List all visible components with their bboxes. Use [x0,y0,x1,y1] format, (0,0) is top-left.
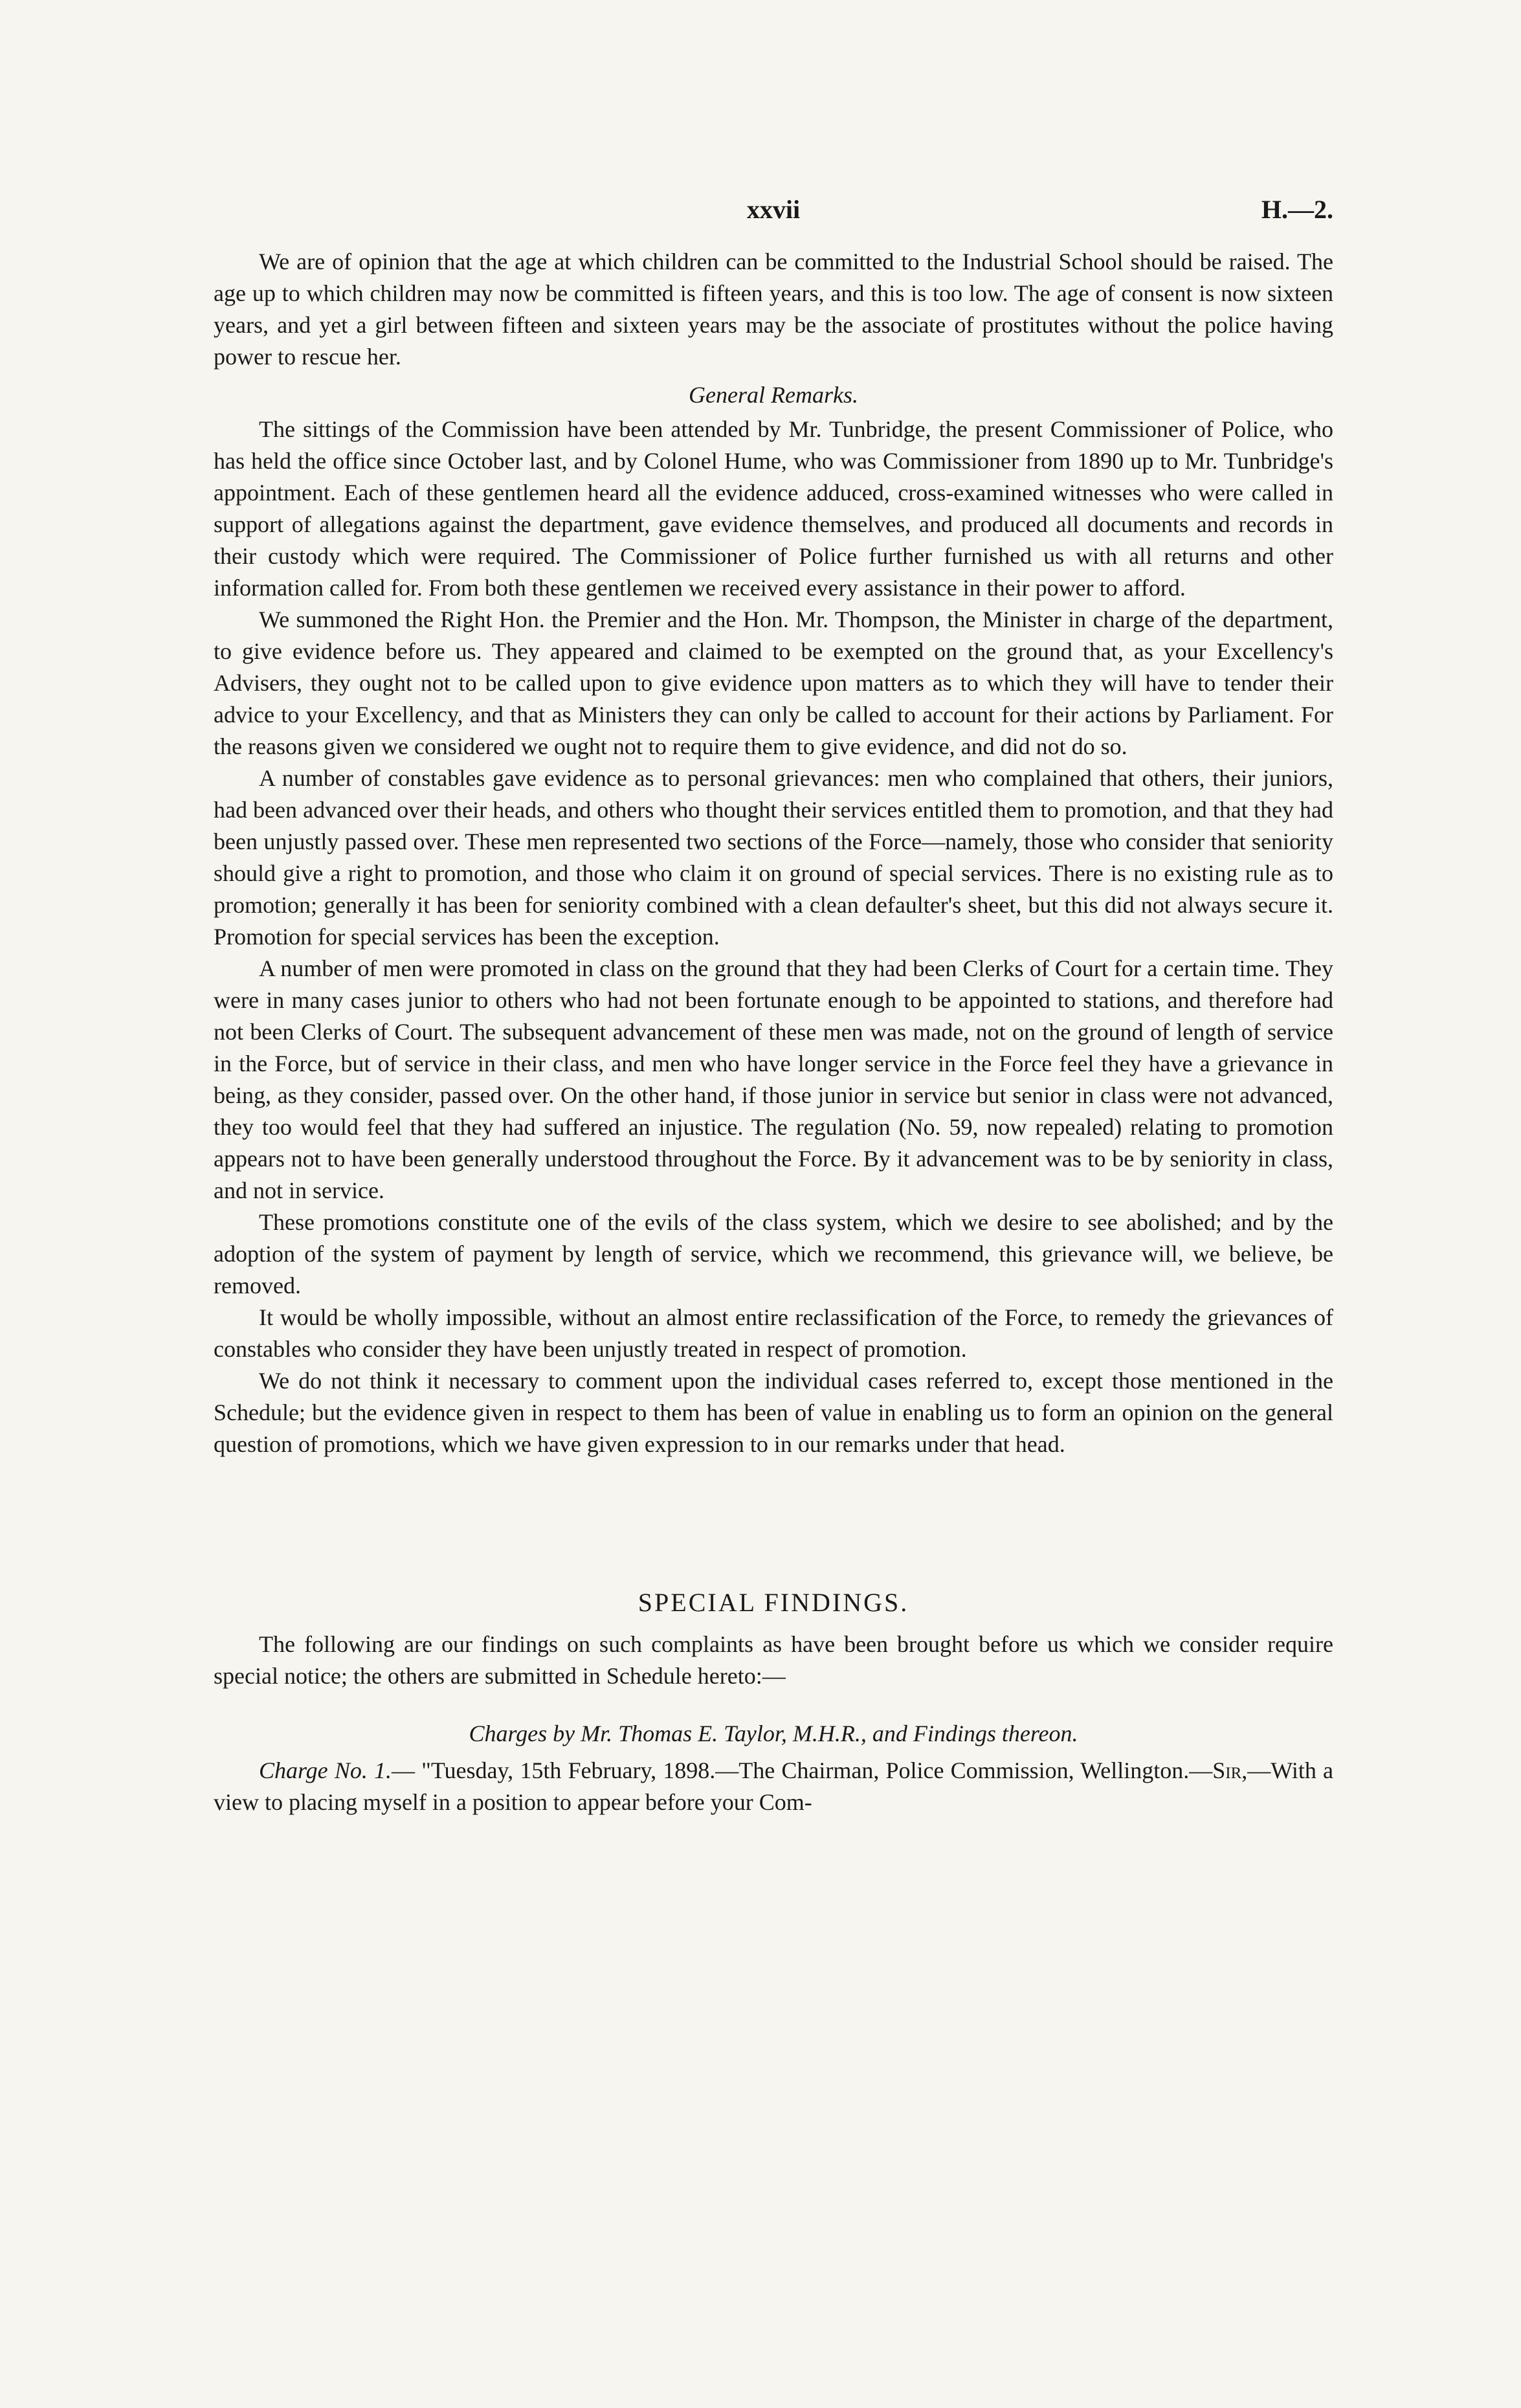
paragraph-clerks-of-court: A number of men were promoted in class on the ground that they had been Clerks of Court for a certain time. They were in many cases junior to others who had not been fortunate enough to be appointed to stations, and therefore had not been Clerks of Court. The subsequent advancement of these men was made, not on the ground of length of service in the Force, but of service in their class, and men who have longer service in the Force feel they have a grievance in being, as they consider, passed over. On the other hand, if those junior in service but senior in class were not advanced, they too would feel that they had suffered an injustice. The regulation (No. 59, now repealed) relating to promotion appears not to have been generally understood throughout the Force. By it advancement was to be by seniority in class, and not in service. [214,955,1333,1203]
paragraph-ministers-summoned: We summoned the Right Hon. the Premier and the Hon. Mr. Thompson, the Minister in charge of the department, to give evidence before us. They appeared and claimed to be exempted on the ground that, as your Excellency's Advisers, they ought not to be called upon to give evidence upon matters as to which they will have to tender their advice to your Excellency, and that as Ministers they can only be called to account for their actions by Parliament. For the reasons given we considered we ought not to require them to give evidence, and did not do so. [214,607,1333,759]
section-heading-general-remarks: General Remarks. [689,382,858,408]
paragraph-findings-intro: The following are our findings on such complaints as have been brought before us which we consider require special notice; the others are submitted in Schedule hereto:— [214,1631,1333,1689]
charge-label: Charge No. 1. [259,1757,392,1783]
section-heading-special-findings: SPECIAL FINDINGS. [638,1588,909,1617]
page-header [214,194,1333,246]
paragraph-reclassification: It would be wholly impossible, without an almost entire reclassification of the Force, to remedy the grievances of constables who consider they have been unjustly treated in respect of promotion. [214,1304,1333,1362]
paragraph-charge-1 [214,1755,1333,1818]
paragraph-commission-sittings: The sittings of the Commission have been attended by Mr. Tunbridge, the present Commissioner of Police, who has held the office since October last, and by Colonel Hume, who was Commissioner from 1890 up to Mr. Tunbridge's appointment. Each of these gentlemen heard all the evidence adduced, cross-examined witnesses who were called in support of allegations against the department, gave evidence themselves, and produced all documents and records in their custody which were required. The Commissioner of Police further furnished us with all returns and other information called for. From both these gentlemen we received every assistance in their power to afford. [214,416,1333,601]
page-number: xxvii [746,195,801,224]
charge-text-part-2: ,—With a view to placing myself in a position to appear before your Com- [214,1757,1333,1815]
document-page [214,194,1333,1818]
paragraph-industrial-school: We are of opinion that the age at which children can be committed to the Industrial School should be raised. The age up to which children may now be committed is fifteen years, and this is too low. The age of consent is now sixteen years, and yet a girl between fifteen and sixteen years may be the associate of prostitutes without the police having power to rescue her. [214,249,1333,370]
salutation: Sir [1212,1757,1242,1783]
paragraph-constable-grievances: A number of constables gave evidence as to personal grievances: men who complained that others, their juniors, had been advanced over their heads, and others who thought their services entitled them to promotion, and that they had been unjustly passed over. These men represented two sections of the Force—namely, those who consider that seniority should give a right to promotion, and those who claim it on ground of special services. There is no existing rule as to promotion; generally it has been for seniority combined with a clean defaulter's sheet, but this did not always secure it. Promotion for special services has been the exception. [214,765,1333,950]
subheading-charges-taylor: Charges by Mr. Thomas E. Taylor, M.H.R., and Findings thereon. [469,1721,1078,1746]
paragraph-individual-cases: We do not think it necessary to comment upon the individual cases referred to, except those mentioned in the Schedule; but the evidence given in respect to them has been of value in enabling us to form an opinion on the general question of promotions, which we have given expression to in our remarks under that head. [214,1368,1333,1457]
charge-text-part-1: — "Tuesday, 15th February, 1898.—The Chairman, Police Commission, Wellington.— [391,1757,1213,1783]
section-spacer [214,1460,1333,1583]
document-reference: H.—2. [1261,195,1333,224]
paragraph-class-system: These promotions constitute one of the evils of the class system, which we desire to see abolished; and by the adoption of the system of payment by length of service, which we recommend, this grievance will, we believe, be removed. [214,1209,1333,1299]
